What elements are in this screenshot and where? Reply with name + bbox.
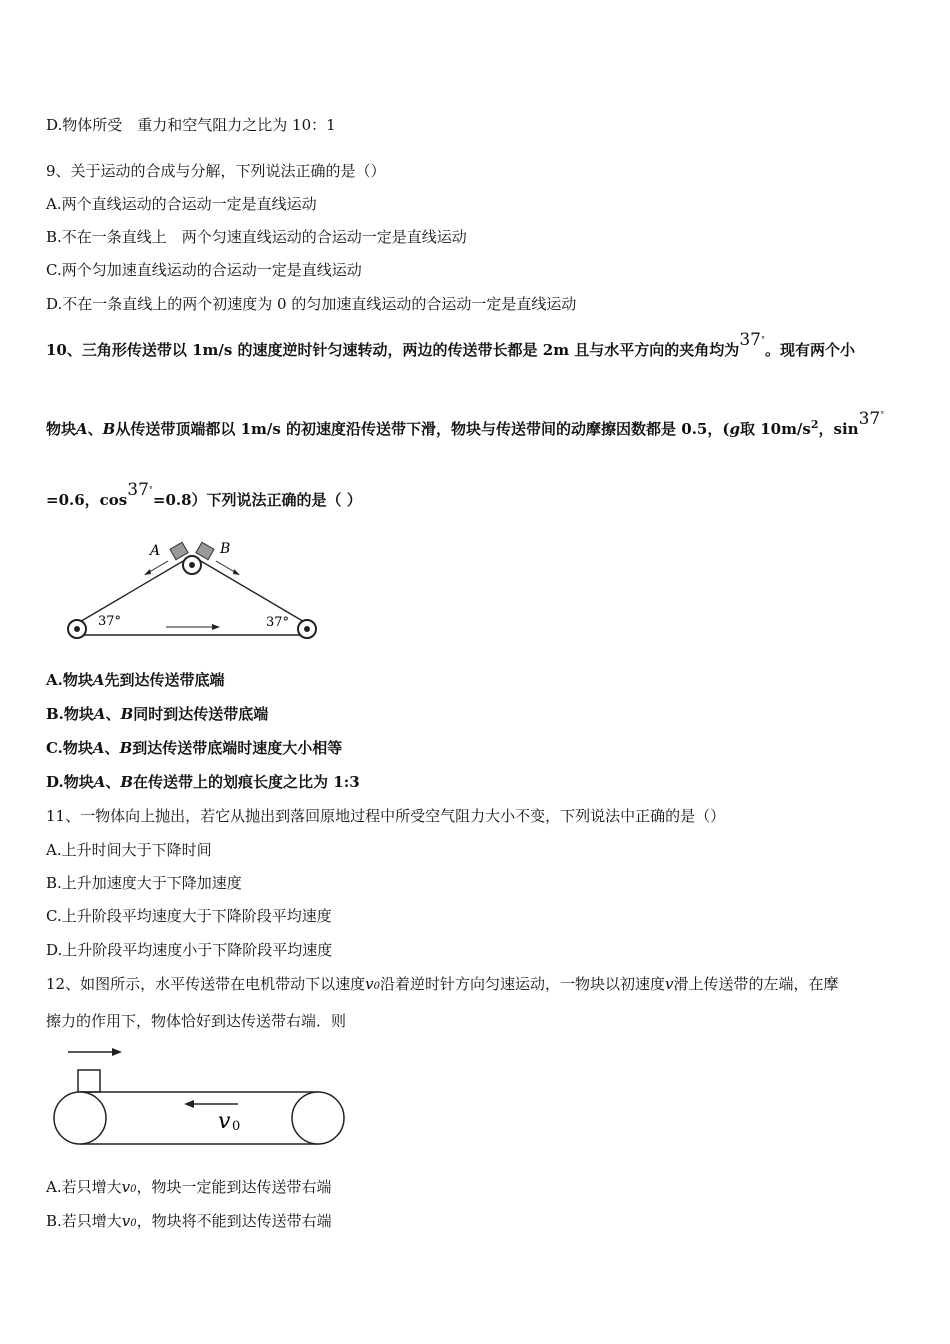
option-text: 同时到达传送带底端 bbox=[133, 705, 269, 723]
q9-option-a: A.两个直线运动的合运动一定是直线运动 bbox=[46, 195, 317, 213]
subscript-0: 0 bbox=[130, 1184, 137, 1195]
figure-label-a: A bbox=[150, 543, 161, 559]
separator: 、 bbox=[105, 705, 121, 723]
q10-stem-line3 bbox=[46, 480, 362, 510]
block-a-label: A bbox=[92, 671, 105, 689]
q9-option-b: B.不在一条直线上 两个匀速直线运动的合运动一定是直线运动 bbox=[46, 228, 467, 246]
figure-label-b: B bbox=[220, 541, 231, 557]
option-text: ，物块将不能到达传送带右端 bbox=[136, 1212, 332, 1230]
q12-option-b bbox=[46, 1211, 332, 1234]
belt-velocity-arrow-head bbox=[184, 1100, 194, 1108]
q10-stem-text: 10、三角形传送带以 1m/s 的速度逆时针匀速转动，两边的传送带长都是 2m 且与水平方向的夹角均为 bbox=[46, 341, 740, 359]
subscript-0: 0 bbox=[373, 981, 380, 992]
option-text: C.物块 bbox=[46, 739, 93, 757]
option-text: 到达传送带底端时速度大小相等 bbox=[132, 739, 343, 757]
q11-option-c: C.上升阶段平均速度大于下降阶段平均速度 bbox=[46, 907, 332, 925]
g-symbol: g bbox=[729, 420, 740, 438]
q12-text: 沿着逆时针方向匀速运动，一物块以初速度 bbox=[379, 975, 665, 993]
option-text: A.若只增大 bbox=[46, 1178, 122, 1196]
q8-option-d: D.物体所受 重力和空气阻力之比为 10：1 bbox=[46, 116, 336, 134]
horizontal-conveyor-figure bbox=[50, 1040, 350, 1150]
q10-option-a bbox=[46, 670, 225, 690]
arrow-a-head bbox=[144, 569, 151, 575]
v-symbol: v bbox=[365, 975, 374, 993]
q12-option-a bbox=[46, 1177, 331, 1200]
angle-label-left: 37° bbox=[98, 614, 122, 629]
degree-mark: ° bbox=[148, 485, 153, 494]
q10-text: =0.6，cos bbox=[46, 491, 128, 509]
q10-stem-text-end: 。现有两个小 bbox=[764, 341, 855, 359]
option-text: D.物块 bbox=[46, 773, 94, 791]
degree-mark: ° bbox=[760, 335, 765, 344]
option-text: B.若只增大 bbox=[46, 1212, 122, 1230]
top-pulley bbox=[183, 556, 201, 574]
block-velocity-arrow-head bbox=[112, 1048, 122, 1056]
option-text: 在传送带上的划痕长度之比为 1:3 bbox=[133, 773, 360, 791]
degree-mark: ° bbox=[880, 410, 885, 419]
q12-stem-line1 bbox=[46, 974, 838, 997]
q10-text: =0.8）下列说法正确的是（ ） bbox=[152, 491, 362, 509]
block-b-label: B bbox=[119, 739, 133, 757]
block-a-label: A bbox=[92, 739, 105, 757]
q11-option-a: A.上升时间大于下降时间 bbox=[46, 841, 212, 859]
left-belt bbox=[78, 557, 190, 623]
q10-text: 从传送带顶端都以 1m/s 的初速度沿传送带下滑，物块与传送带间的动摩擦因数都是 0.5，( bbox=[115, 420, 730, 438]
block-b bbox=[196, 542, 214, 559]
exponent-2: 2 bbox=[810, 418, 819, 431]
option-text: ，物块一定能到达传送带右端 bbox=[136, 1178, 332, 1196]
q9-stem: 9、关于运动的合成与分解，下列说法正确的是（） bbox=[46, 162, 386, 180]
q11-stem: 11、一物体向上抛出，若它从抛出到落回原地过程中所受空气阻力大小不变，下列说法中正确的是（） bbox=[46, 807, 726, 825]
label-v: v bbox=[218, 1109, 231, 1134]
option-text: 先到达传送带底端 bbox=[104, 671, 225, 689]
v-symbol: v bbox=[121, 1212, 131, 1230]
right-pulley bbox=[298, 620, 316, 638]
angle-37: 37 bbox=[858, 409, 881, 429]
q10-stem-line2 bbox=[46, 409, 885, 439]
option-text: A.物块 bbox=[46, 671, 93, 689]
q10-option-b bbox=[46, 704, 268, 724]
block-a bbox=[170, 542, 188, 559]
option-text: B.物块 bbox=[46, 705, 94, 723]
belt-direction-arrow-head bbox=[212, 624, 220, 630]
q10-text: 物块 bbox=[46, 420, 77, 438]
q10-text: 取 10m/s bbox=[739, 420, 811, 438]
triangle-conveyor-figure bbox=[60, 535, 330, 645]
block-b-label: B bbox=[120, 705, 134, 723]
right-roller bbox=[292, 1092, 344, 1144]
q11-option-d: D.上升阶段平均速度小于下降阶段平均速度 bbox=[46, 941, 333, 959]
q9-option-c: C.两个匀加速直线运动的合运动一定是直线运动 bbox=[46, 261, 362, 279]
block-b-label: B bbox=[120, 773, 134, 791]
block-a-label: A bbox=[76, 420, 88, 438]
v-symbol: v bbox=[121, 1178, 131, 1196]
block bbox=[78, 1070, 100, 1092]
right-belt bbox=[194, 557, 306, 623]
separator: 、 bbox=[105, 773, 121, 791]
v-symbol: v bbox=[664, 975, 674, 993]
left-pulley bbox=[68, 620, 86, 638]
q11-option-b: B.上升加速度大于下降加速度 bbox=[46, 874, 242, 892]
block-a-label: A bbox=[93, 773, 106, 791]
angle-label-right: 37° bbox=[266, 615, 290, 630]
q12-text: 滑上传送带的左端，在摩 bbox=[673, 975, 839, 993]
q9-option-d: D.不在一条直线上的两个初速度为 0 的匀加速直线运动的合运动一定是直线运动 bbox=[46, 295, 577, 313]
angle-37: 37 bbox=[127, 480, 149, 500]
label-sub-0: 0 bbox=[232, 1119, 241, 1134]
left-roller bbox=[54, 1092, 106, 1144]
q10-option-c bbox=[46, 738, 342, 758]
q10-option-d bbox=[46, 772, 360, 792]
angle-37: 37 bbox=[739, 330, 761, 350]
separator: 、 bbox=[87, 420, 103, 438]
arrow-b-head bbox=[233, 569, 240, 575]
subscript-0: 0 bbox=[130, 1218, 137, 1229]
q12-stem-line2: 擦力的作用下，物体恰好到达传送带右端．则 bbox=[46, 1012, 347, 1030]
q10-text: ，sin bbox=[818, 420, 859, 438]
separator: 、 bbox=[104, 739, 120, 757]
q12-text: 12、如图所示，水平传送带在电机带动下以速度 bbox=[46, 975, 366, 993]
block-a-label: A bbox=[93, 705, 106, 723]
block-b-label: B bbox=[102, 420, 116, 438]
q10-stem-line1 bbox=[46, 330, 855, 360]
